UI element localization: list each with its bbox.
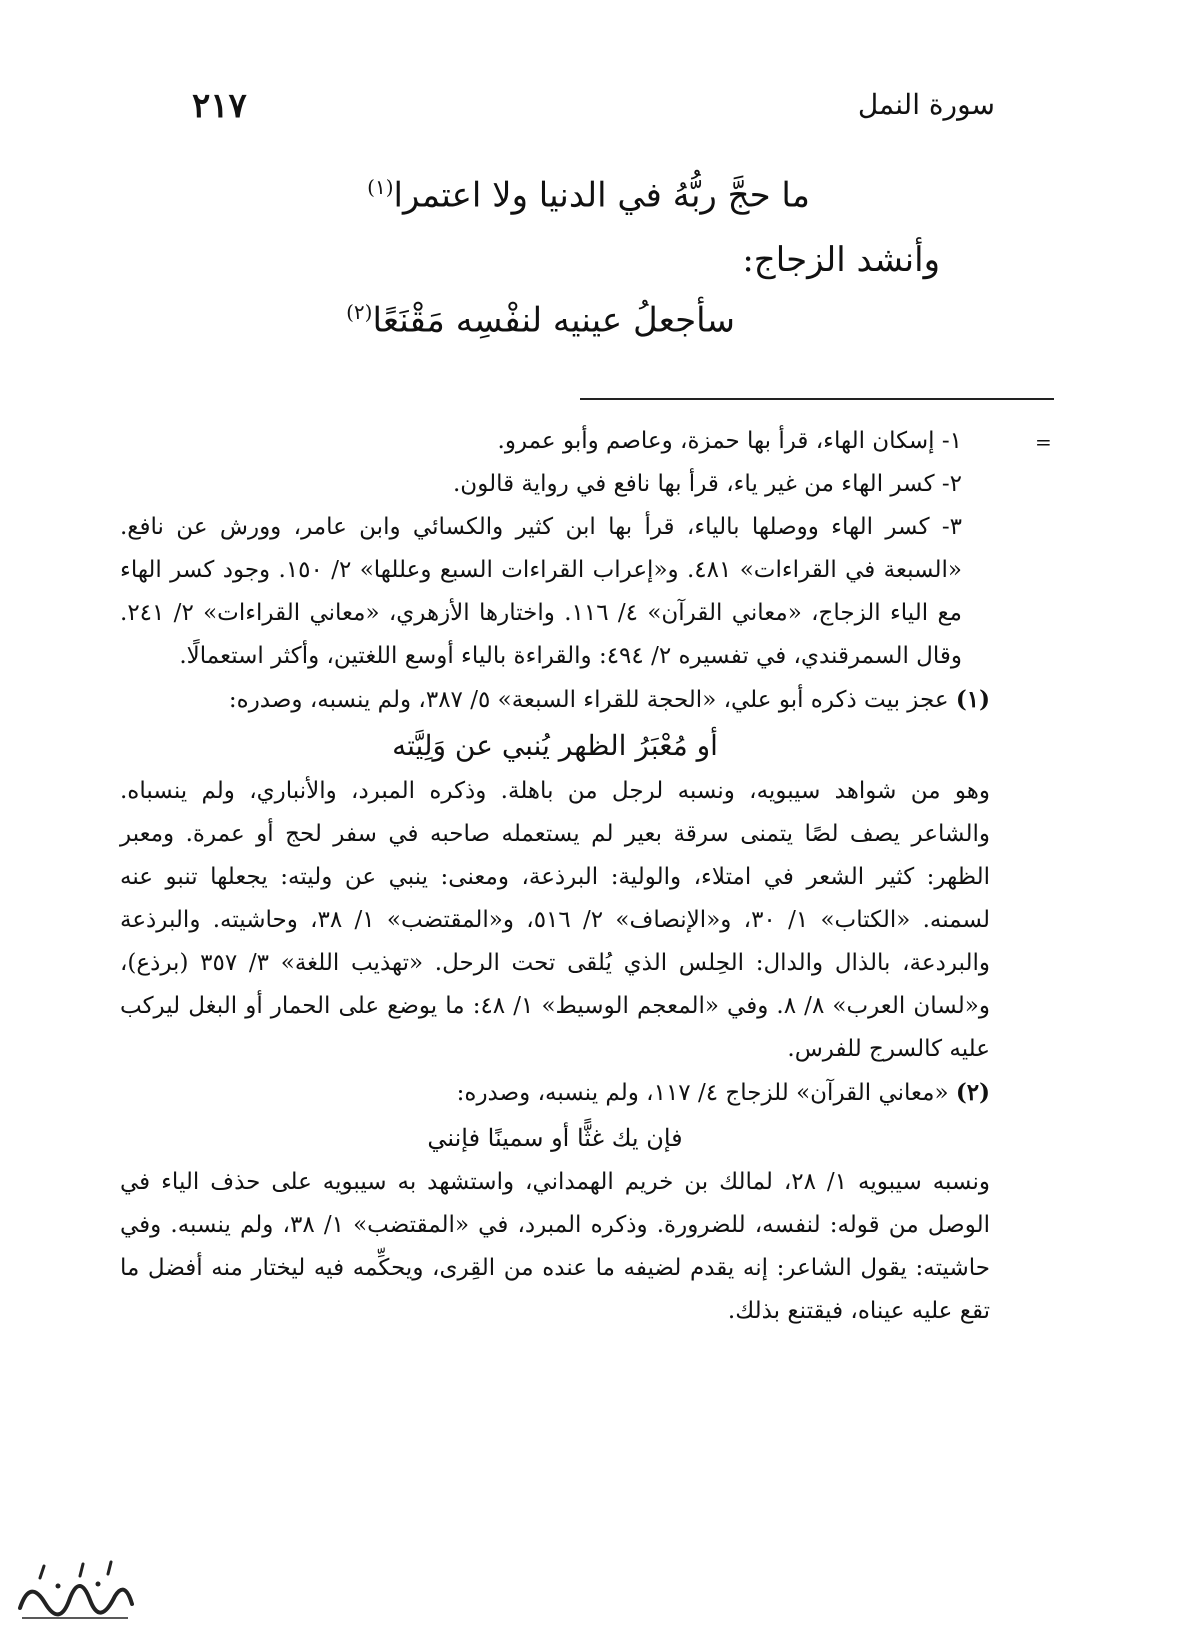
footnotes-section: [120, 420, 990, 1333]
note-item-2: ٢- كسر الهاء من غير ياء، قرأ بها نافع في رواية قالون.: [453, 471, 962, 497]
footnote-2-body: ونسبه سيبويه ١/ ٢٨، لمالك بن خريم الهمداني، واستشهد به سيبويه على حذف الياء في الوصل من قوله: لنفسه، للضرورة. وذكره المبرد، في «المقتضب» ١/ ٣٨، ولم ينسبه. وفي حاشيته: يقول الشاعر: إنه يقدم لضيفه ما عنده من القِرى، ويحكِّمه فيه ليختار منه أفضل ما تقع عليه عيناه، فيقتنع بذلك.: [120, 1169, 990, 1324]
footnote-2-text: «معاني القرآن» للزجاج ٤/ ١١٧، ولم ينسبه، وصدره:: [456, 1080, 949, 1106]
verse-line-2-text: سأجعلُ عينيه لنفْسِه مَقْنَعًا: [372, 300, 735, 341]
page-number: ٢١٧: [192, 86, 247, 126]
verse-line-2: [346, 300, 735, 340]
footnote-1-verse: أو مُعْبَرُ الظهر يُنبي عن وَلِيَّته: [392, 729, 718, 762]
verse-intro: وأنشد الزجاج:: [742, 240, 940, 280]
footnote-2: [120, 1071, 990, 1115]
continuation-mark: =: [1035, 430, 1052, 454]
note-item-3: ٣- كسر الهاء ووصلها بالياء، قرأ بها ابن كثير والكسائي وابن عامر، وورش عن نافع. «السبعة في القراءات» ٤٨١. و«إعراب القراءات السبع وعللها» ٢/ ١٥٠. وجود كسر الهاء مع الياء الزجاج، «معاني القرآن» ٤/ ١١٦. واختارها الأزهري، «معاني القراءات» ٢/ ٢٤١. وقال السمرقندي، في تفسيره ٢/ ٤٩٤: والقراءة بالياء أوسع اللغتين، وأكثر استعمالًا.: [120, 514, 962, 669]
verse-line-1-text: ما حجَّ ربُّهُ في الدنيا ولا اعتمرا: [393, 175, 810, 216]
footnote-2-verse: فإن يك غثًّا أو سمينًا فإنني: [427, 1124, 683, 1152]
verse-line-1: [367, 175, 810, 215]
footnote-ref-2: (٢): [346, 300, 373, 324]
library-stamp-logo: [10, 1558, 140, 1626]
footnote-1-body: وهو من شواهد سيبويه، ونسبه لرجل من باهلة. وذكره المبرد، والأنباري، ولم ينسباه. والشاعر يصف لصًا يتمنى سرقة بعير لم يستعمله صاحبه في سفر لحج أو عمرة. ومعبر الظهر: كثير الشعر في امتلاء، والولية: البرذعة، ومعنى: ينبي عن وليته: يجعلها تنبو عنه لسمنه. «الكتاب» ١/ ٣٠، و«الإنصاف» ٢/ ٥١٦، و«المقتضب» ١/ ٣٨، وحاشيته. والبرذعة والبردعة، بالذال والدال: الحِلس الذي يُلقى تحت الرحل. «تهذيب اللغة» ٣/ ٣٥٧ (برذع)، و«لسان العرب» ٨/ ٨. وفي «المعجم الوسيط» ١/ ٤٨: ما يوضع على الحمار أو البغل ليركب عليه كالسرج للفرس.: [120, 778, 990, 1062]
footnote-divider: [580, 398, 1054, 400]
note-item-1: ١- إسكان الهاء، قرأ بها حمزة، وعاصم وأبو عمرو.: [497, 428, 962, 454]
surah-name-header: سورة النمل: [857, 88, 995, 121]
footnote-2-label: (٢): [955, 1079, 990, 1106]
footnote-ref-1: (١): [367, 175, 394, 199]
footnote-1: [120, 678, 990, 722]
footnote-1-label: (١): [955, 686, 990, 713]
footnote-1-text: عجز بيت ذكره أبو علي، «الحجة للقراء السبعة» ٥/ ٣٨٧، ولم ينسبه، وصدره:: [228, 687, 949, 713]
